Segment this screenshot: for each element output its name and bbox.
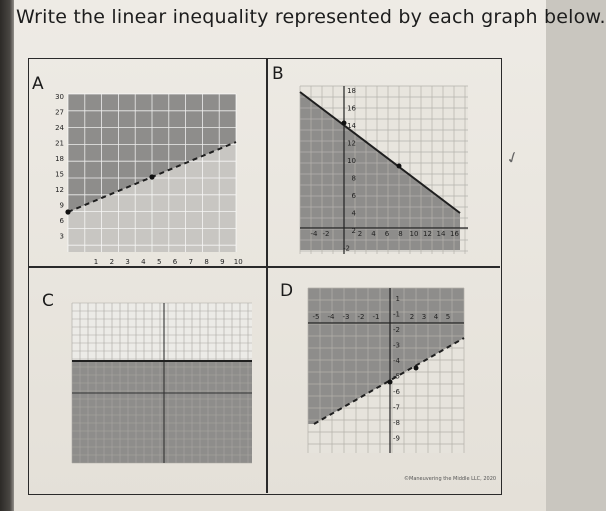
graph-a-y-tick-label: 6 [59, 217, 64, 225]
graph-b-y-tick-label: 6 [351, 192, 356, 200]
graph-d-x-tick-label: -3 [342, 313, 350, 321]
frame-divider-vertical [266, 58, 268, 493]
graph-b-x-tick-label: 8 [398, 230, 403, 238]
graph-a-x-tick-label: 1 [93, 258, 99, 266]
graph-b-y-tick-label: 2 [351, 227, 356, 235]
graph-a-x-tick-label: 6 [172, 258, 178, 266]
graph-b-y-tick-label: 14 [347, 122, 356, 130]
graph-a-y-tick-label: 15 [55, 170, 64, 179]
graph-b-y-tick-label: 18 [347, 87, 356, 95]
graph-d-x-tick-label: -4 [327, 313, 335, 321]
graph-b-y-tick-label: 16 [347, 104, 356, 113]
graph-a-label: A [32, 74, 44, 94]
graph-d-y-tick-label: -3 [393, 341, 400, 350]
graph-a-x-tick-label: 3 [125, 258, 130, 266]
worksheet-title: Write the linear inequality represented by each graph below. [16, 6, 606, 28]
graph-a-x-tick-label: 2 [109, 258, 115, 266]
graph-c-label: C [42, 291, 54, 311]
graph-b-x-tick-label: 6 [384, 230, 390, 238]
graph-d-y-tick-label: 1 [395, 295, 400, 303]
pencil-check-mark: ✓ [503, 146, 523, 169]
graph-d-x-tick-label: -2 [357, 313, 365, 321]
graph-b-x-tick-label: 12 [423, 230, 432, 238]
graph-a-x-tick-label: 7 [188, 258, 194, 266]
graph-b-x-tick-label: 16 [450, 230, 459, 238]
graph-a-x-tick-label: 4 [141, 258, 146, 266]
graph-d-y-tick-label: -2 [393, 326, 400, 334]
graph-a-y-tick-label: 30 [55, 93, 64, 101]
graph-b-point [342, 121, 347, 126]
graph-b-x-tick-label: -2 [322, 230, 330, 238]
graph-d-x-tick-label: 4 [433, 313, 439, 321]
graph-b-x-tick-label: 10 [409, 230, 419, 238]
graph-a-x-tick-label: 9 [220, 258, 225, 266]
graph-d [308, 288, 468, 460]
graph-d-x-tick-label: -1 [372, 313, 380, 321]
graph-a-y-tick-label: 27 [55, 108, 64, 117]
graph-b-label: B [272, 64, 284, 84]
graph-b-y-tick-label: 12 [347, 139, 356, 148]
graph-d-x-tick-label: 5 [445, 313, 451, 321]
graph-b-y-tick-label: 10 [347, 157, 356, 165]
graph-a-x-tick-label: 10 [233, 258, 243, 266]
graph-a-y-tick-label: 21 [55, 139, 64, 148]
graph-b-y-tick-label: -2 [343, 244, 350, 253]
graph-b-x-tick-label: -4 [310, 230, 318, 238]
graph-d-label: D [280, 281, 294, 301]
graph-d-y-tick-label: -8 [393, 419, 400, 427]
graph-b-x-tick-label: 14 [436, 230, 446, 238]
graph-a-x-tick-label: 5 [156, 258, 162, 266]
graph-b-x-tick-label: 2 [357, 230, 363, 238]
graph-b [300, 80, 470, 260]
graph-a-x-tick-label: 8 [204, 258, 209, 266]
graph-b-y-tick-label: 4 [351, 209, 356, 218]
graph-c-shade [72, 361, 252, 463]
graph-a [40, 84, 245, 274]
graph-d-point [388, 380, 393, 385]
graph-a-point [149, 174, 154, 179]
graph-a-y-tick-label: 12 [55, 186, 64, 194]
graph-d-y-tick-label: -7 [393, 403, 400, 412]
graph-d-y-tick-label: -4 [393, 357, 400, 365]
graph-d-x-tick-label: 3 [421, 313, 427, 321]
graph-b-y-tick-label: 8 [351, 174, 356, 183]
graph-d-y-tick-label: -1 [393, 310, 400, 319]
graph-d-y-tick-label: -5 [393, 372, 400, 381]
graph-a-y-tick-label: 18 [55, 155, 64, 163]
graph-d-point [414, 366, 419, 371]
graph-a-point [65, 209, 70, 214]
graph-b-x-tick-label: 4 [371, 230, 376, 238]
graph-b-point [397, 164, 402, 169]
graph-a-y-tick-label: 24 [55, 124, 64, 132]
graph-a-y-tick-label: 9 [59, 201, 64, 210]
graph-a-y-tick-label: 3 [59, 232, 64, 241]
graph-c [72, 303, 257, 465]
copyright-notice: ©Maneuvering the Middle LLC, 2020 [404, 476, 497, 482]
graph-d-x-tick-label: 2 [409, 313, 415, 321]
graph-d-y-tick-label: -9 [393, 434, 400, 443]
graph-d-y-tick-label: -6 [393, 388, 400, 396]
graph-d-x-tick-label: -5 [312, 313, 320, 321]
